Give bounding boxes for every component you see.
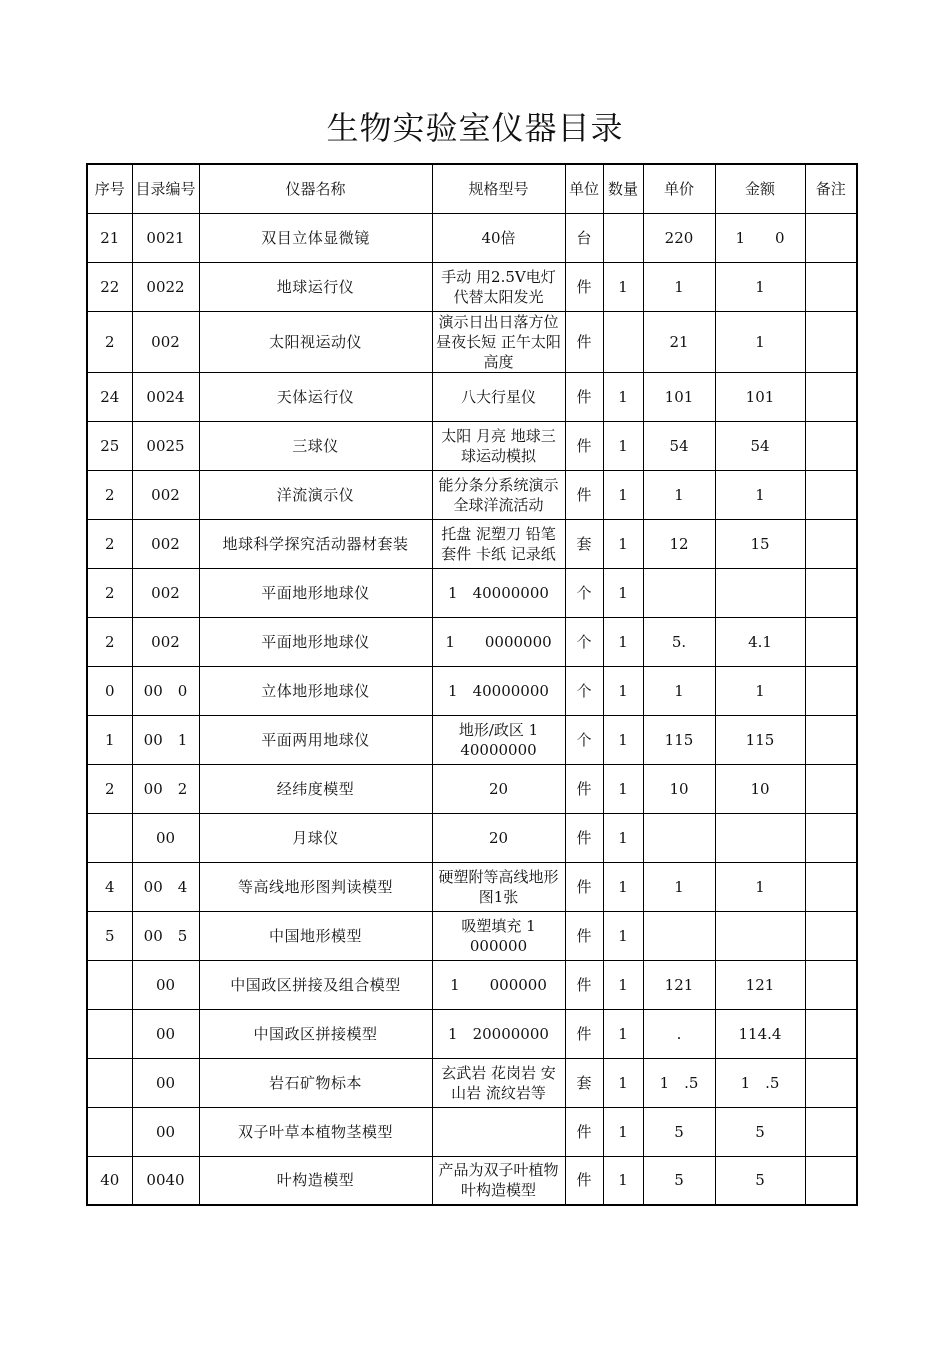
cell-qty: 1 xyxy=(603,470,643,519)
cell-note xyxy=(805,519,857,568)
cell-unit: 套 xyxy=(565,1058,603,1107)
cell-note xyxy=(805,1009,857,1058)
cell-qty: 1 xyxy=(603,617,643,666)
table-row xyxy=(87,372,857,421)
cell-code: 0040 xyxy=(132,1156,199,1205)
cell-note xyxy=(805,617,857,666)
col-header-amount: 金额 xyxy=(715,164,805,213)
col-header-seq: 序号 xyxy=(87,164,132,213)
cell-code: 00 xyxy=(132,813,199,862)
cell-code: 002 xyxy=(132,617,199,666)
cell-amount xyxy=(715,568,805,617)
cell-note xyxy=(805,1107,857,1156)
cell-note xyxy=(805,960,857,1009)
cell-unit: 件 xyxy=(565,470,603,519)
cell-price xyxy=(643,813,715,862)
cell-seq: 1 xyxy=(87,715,132,764)
cell-seq: 2 xyxy=(87,311,132,372)
cell-name: 平面地形地球仪 xyxy=(199,617,432,666)
cell-qty: 1 xyxy=(603,372,643,421)
cell-amount xyxy=(715,911,805,960)
col-header-code: 目录编号 xyxy=(132,164,199,213)
cell-note xyxy=(805,1156,857,1205)
cell-spec: 20 xyxy=(432,813,565,862)
cell-qty: 1 xyxy=(603,262,643,311)
col-header-qty: 数量 xyxy=(603,164,643,213)
cell-code: 00 xyxy=(132,960,199,1009)
cell-seq: 2 xyxy=(87,519,132,568)
cell-qty: 1 xyxy=(603,715,643,764)
cell-amount: 1 0 xyxy=(715,213,805,262)
cell-price: 121 xyxy=(643,960,715,1009)
cell-code: 00 xyxy=(132,1009,199,1058)
cell-seq: 2 xyxy=(87,568,132,617)
cell-qty: 1 xyxy=(603,1107,643,1156)
cell-amount: 1 xyxy=(715,470,805,519)
cell-amount: 115 xyxy=(715,715,805,764)
cell-amount: 5 xyxy=(715,1156,805,1205)
cell-price: 5 xyxy=(643,1156,715,1205)
cell-amount xyxy=(715,813,805,862)
cell-spec: 演示日出日落方位 昼夜长短 正午太阳高度 xyxy=(432,311,565,372)
cell-unit: 件 xyxy=(565,960,603,1009)
cell-code: 00 xyxy=(132,1058,199,1107)
cell-seq xyxy=(87,813,132,862)
header-row xyxy=(87,164,857,213)
col-header-unit: 单位 xyxy=(565,164,603,213)
cell-code: 00 xyxy=(132,1107,199,1156)
cell-name: 月球仪 xyxy=(199,813,432,862)
col-header-note: 备注 xyxy=(805,164,857,213)
cell-price: 12 xyxy=(643,519,715,568)
cell-code: 00 4 xyxy=(132,862,199,911)
cell-amount: 1 xyxy=(715,262,805,311)
cell-name: 中国地形模型 xyxy=(199,911,432,960)
cell-unit: 件 xyxy=(565,372,603,421)
cell-amount: 121 xyxy=(715,960,805,1009)
cell-qty: 1 xyxy=(603,764,643,813)
cell-price: 1 xyxy=(643,262,715,311)
cell-amount: 1 xyxy=(715,311,805,372)
cell-spec xyxy=(432,1107,565,1156)
cell-name: 叶构造模型 xyxy=(199,1156,432,1205)
cell-note xyxy=(805,213,857,262)
cell-spec: 硬塑附等高线地形图1张 xyxy=(432,862,565,911)
cell-price: 101 xyxy=(643,372,715,421)
table-row xyxy=(87,666,857,715)
table-row xyxy=(87,421,857,470)
cell-seq: 22 xyxy=(87,262,132,311)
cell-name: 等高线地形图判读模型 xyxy=(199,862,432,911)
cell-code: 002 xyxy=(132,568,199,617)
cell-amount: 4.1 xyxy=(715,617,805,666)
cell-price: 5 xyxy=(643,1107,715,1156)
cell-name: 中国政区拼接及组合模型 xyxy=(199,960,432,1009)
cell-qty: 1 xyxy=(603,666,643,715)
cell-spec: 八大行星仪 xyxy=(432,372,565,421)
cell-qty: 1 xyxy=(603,568,643,617)
cell-spec: 手动 用2.5V电灯代替太阳发光 xyxy=(432,262,565,311)
cell-qty: 1 xyxy=(603,1009,643,1058)
cell-note xyxy=(805,715,857,764)
cell-price: 5. xyxy=(643,617,715,666)
cell-unit: 件 xyxy=(565,813,603,862)
cell-spec: 产品为双子叶植物叶构造模型 xyxy=(432,1156,565,1205)
table-row xyxy=(87,1058,857,1107)
cell-price: 54 xyxy=(643,421,715,470)
cell-note xyxy=(805,1058,857,1107)
page-title: 生物实验室仪器目录 xyxy=(326,109,624,147)
cell-spec: 玄武岩 花岗岩 安山岩 流纹岩等 xyxy=(432,1058,565,1107)
cell-seq xyxy=(87,1009,132,1058)
cell-note xyxy=(805,862,857,911)
cell-name: 经纬度模型 xyxy=(199,764,432,813)
cell-spec: 太阳 月亮 地球三球运动模拟 xyxy=(432,421,565,470)
cell-seq xyxy=(87,1107,132,1156)
cell-seq: 25 xyxy=(87,421,132,470)
cell-name: 太阳视运动仪 xyxy=(199,311,432,372)
cell-qty: 1 xyxy=(603,960,643,1009)
cell-unit: 件 xyxy=(565,1156,603,1205)
cell-amount: 1 xyxy=(715,862,805,911)
cell-name: 平面地形地球仪 xyxy=(199,568,432,617)
cell-code: 0021 xyxy=(132,213,199,262)
cell-name: 双目立体显微镜 xyxy=(199,213,432,262)
cell-price: 1 .5 xyxy=(643,1058,715,1107)
cell-spec: 托盘 泥塑刀 铅笔 套件 卡纸 记录纸 xyxy=(432,519,565,568)
cell-unit: 个 xyxy=(565,666,603,715)
cell-qty: 1 xyxy=(603,911,643,960)
cell-seq: 21 xyxy=(87,213,132,262)
table-row xyxy=(87,213,857,262)
cell-name: 中国政区拼接模型 xyxy=(199,1009,432,1058)
cell-code: 0025 xyxy=(132,421,199,470)
instrument-catalog-table xyxy=(86,163,858,1206)
cell-price: 10 xyxy=(643,764,715,813)
table-row xyxy=(87,470,857,519)
col-header-spec: 规格型号 xyxy=(432,164,565,213)
cell-note xyxy=(805,911,857,960)
cell-price xyxy=(643,911,715,960)
cell-unit: 件 xyxy=(565,764,603,813)
table-row xyxy=(87,617,857,666)
table-row xyxy=(87,813,857,862)
cell-spec: 40倍 xyxy=(432,213,565,262)
cell-amount: 1 xyxy=(715,666,805,715)
table-row xyxy=(87,1107,857,1156)
cell-code: 002 xyxy=(132,470,199,519)
cell-name: 三球仪 xyxy=(199,421,432,470)
table-row xyxy=(87,715,857,764)
cell-name: 立体地形地球仪 xyxy=(199,666,432,715)
cell-name: 洋流演示仪 xyxy=(199,470,432,519)
cell-note xyxy=(805,813,857,862)
cell-name: 岩石矿物标本 xyxy=(199,1058,432,1107)
col-header-price: 单价 xyxy=(643,164,715,213)
cell-unit: 件 xyxy=(565,421,603,470)
cell-spec: 1 40000000 xyxy=(432,568,565,617)
cell-spec: 吸塑填充 1 000000 xyxy=(432,911,565,960)
cell-seq xyxy=(87,1058,132,1107)
table-row xyxy=(87,311,857,372)
cell-name: 地球运行仪 xyxy=(199,262,432,311)
cell-spec: 1 0000000 xyxy=(432,617,565,666)
cell-price: 1 xyxy=(643,666,715,715)
cell-note xyxy=(805,372,857,421)
cell-unit: 台 xyxy=(565,213,603,262)
cell-code: 00 2 xyxy=(132,764,199,813)
cell-unit: 件 xyxy=(565,262,603,311)
cell-name: 地球科学探究活动器材套装 xyxy=(199,519,432,568)
cell-price: 1 xyxy=(643,470,715,519)
cell-code: 00 0 xyxy=(132,666,199,715)
cell-name: 双子叶草本植物茎模型 xyxy=(199,1107,432,1156)
cell-spec: 20 xyxy=(432,764,565,813)
cell-amount: 1 .5 xyxy=(715,1058,805,1107)
cell-note xyxy=(805,470,857,519)
cell-seq xyxy=(87,960,132,1009)
cell-qty: 1 xyxy=(603,519,643,568)
cell-amount: 114.4 xyxy=(715,1009,805,1058)
cell-code: 002 xyxy=(132,519,199,568)
cell-qty: 1 xyxy=(603,862,643,911)
cell-note xyxy=(805,666,857,715)
cell-amount: 54 xyxy=(715,421,805,470)
table-row xyxy=(87,764,857,813)
cell-unit: 件 xyxy=(565,311,603,372)
table-row xyxy=(87,1009,857,1058)
cell-price: . xyxy=(643,1009,715,1058)
table-row xyxy=(87,862,857,911)
cell-spec: 地形/政区 1 40000000 xyxy=(432,715,565,764)
table-row xyxy=(87,911,857,960)
cell-qty: 1 xyxy=(603,421,643,470)
cell-unit: 件 xyxy=(565,1107,603,1156)
cell-amount: 5 xyxy=(715,1107,805,1156)
cell-seq: 2 xyxy=(87,617,132,666)
table-row xyxy=(87,262,857,311)
cell-qty xyxy=(603,311,643,372)
cell-amount: 10 xyxy=(715,764,805,813)
cell-unit: 个 xyxy=(565,715,603,764)
cell-amount: 15 xyxy=(715,519,805,568)
cell-unit: 件 xyxy=(565,862,603,911)
cell-code: 0022 xyxy=(132,262,199,311)
cell-spec: 能分条分系统演示全球洋流活动 xyxy=(432,470,565,519)
cell-spec: 1 40000000 xyxy=(432,666,565,715)
cell-spec: 1 000000 xyxy=(432,960,565,1009)
cell-price xyxy=(643,568,715,617)
cell-note xyxy=(805,421,857,470)
cell-unit: 个 xyxy=(565,617,603,666)
cell-code: 00 1 xyxy=(132,715,199,764)
cell-seq: 2 xyxy=(87,470,132,519)
cell-qty: 1 xyxy=(603,1156,643,1205)
cell-note xyxy=(805,262,857,311)
cell-price: 115 xyxy=(643,715,715,764)
cell-seq: 24 xyxy=(87,372,132,421)
cell-unit: 套 xyxy=(565,519,603,568)
cell-code: 002 xyxy=(132,311,199,372)
cell-spec: 1 20000000 xyxy=(432,1009,565,1058)
col-header-name: 仪器名称 xyxy=(199,164,432,213)
cell-seq: 4 xyxy=(87,862,132,911)
cell-qty: 1 xyxy=(603,1058,643,1107)
cell-seq: 2 xyxy=(87,764,132,813)
cell-amount: 101 xyxy=(715,372,805,421)
cell-code: 00 5 xyxy=(132,911,199,960)
cell-code: 0024 xyxy=(132,372,199,421)
cell-note xyxy=(805,311,857,372)
cell-name: 天体运行仪 xyxy=(199,372,432,421)
cell-qty: 1 xyxy=(603,813,643,862)
cell-unit: 个 xyxy=(565,568,603,617)
cell-price: 21 xyxy=(643,311,715,372)
cell-note xyxy=(805,764,857,813)
table-row xyxy=(87,960,857,1009)
cell-price: 1 xyxy=(643,862,715,911)
cell-note xyxy=(805,568,857,617)
cell-seq: 5 xyxy=(87,911,132,960)
cell-name: 平面两用地球仪 xyxy=(199,715,432,764)
cell-seq: 0 xyxy=(87,666,132,715)
table-row xyxy=(87,568,857,617)
cell-unit: 件 xyxy=(565,911,603,960)
table-row xyxy=(87,1156,857,1205)
cell-unit: 件 xyxy=(565,1009,603,1058)
cell-qty xyxy=(603,213,643,262)
cell-seq: 40 xyxy=(87,1156,132,1205)
table-row xyxy=(87,519,857,568)
cell-price: 220 xyxy=(643,213,715,262)
